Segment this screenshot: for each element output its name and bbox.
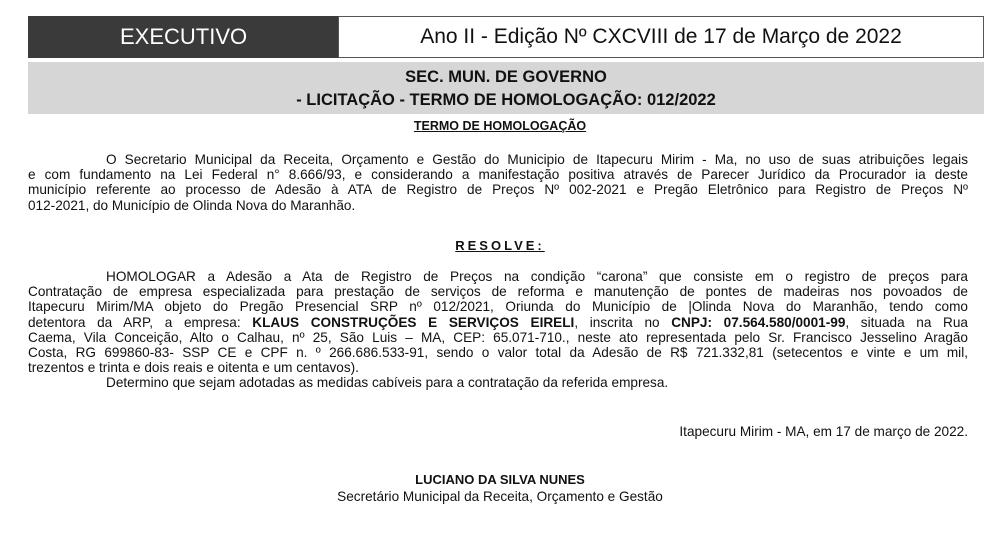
body-text: detentora da ARP, a empresa: <box>28 314 253 330</box>
title-line-1: SEC. MUN. DE GOVERNO <box>405 68 607 86</box>
body-line: Costa, RG 699860-83- SSP CE e CPF n. º 266.686.533-91, sendo o valor total da Adesão de R$ 721.332,81 (setecentos e vinte e um mil, <box>28 345 968 361</box>
body-line <box>28 315 968 330</box>
intro-line: e com fundamento na Lei Federal n° 8.666/93, e considerando a manifestação positiva através de Parecer Jurídico da Procurador ia deste <box>28 167 968 183</box>
date-line: Itapecuru Mirim - MA, em 17 de março de 2022. <box>679 424 968 439</box>
signatory-role: Secretário Municipal da Receita, Orçamento e Gestão <box>337 489 663 504</box>
intro-line: 012-2021, do Município de Olinda Nova do Maranhão. <box>28 197 356 213</box>
body-line: Itapecuru Mirim/MA objeto do Pregão Presencial SRP nº 012/2021, Oriunda do Município de |Olinda Nova do Maranhão, tendo como <box>28 299 968 315</box>
signatory-name: LUCIANO DA SILVA NUNES <box>415 472 585 487</box>
body-text: , inscrita no <box>574 314 672 330</box>
section-label: EXECUTIVO <box>28 16 338 58</box>
title-box <box>28 62 984 114</box>
intro-paragraph <box>28 152 968 213</box>
cnpj: CNPJ: 07.564.580/0001-99 <box>671 314 846 330</box>
company-name: KLAUS CONSTRUÇÕES E SERVIÇOS EIRELI <box>252 314 575 330</box>
body-line: trezentos e trinta e dois reais e oitenta e um centavos). <box>28 360 359 376</box>
intro-line: O Secretario Municipal da Receita, Orçamento e Gestão do Municipio de Itapecuru Mirim - Ma, no uso de suas atribuições legais <box>106 152 968 167</box>
header <box>0 0 1000 56</box>
resolve-heading: RESOLVE: <box>455 238 545 253</box>
edition-label: Ano II - Edição Nº CXCVIII de 17 de Março de 2022 <box>338 16 984 58</box>
body-text: , situada na Rua <box>845 314 968 330</box>
body-line: Determino que sejam adotadas as medidas cabíveis para a contratação da referida empresa. <box>106 375 669 391</box>
body-paragraph <box>28 269 968 391</box>
intro-line: município referente ao processo de Adesão à ATA de Registro de Preços Nº 002-2021 e Pregão Eletrônico para Registro de Preços Nº <box>28 182 968 198</box>
body-line: Caema, Vila Conceição, Alto o Calhau, nº 25, São Luis – MA, CEP: 65.071-710., neste ato representada pelo Sr. Francisco Jesselino Aragão <box>28 329 968 345</box>
body-line: Contratação de empresa especializada para prestação de serviços de reforma e manutenção de pontes de madeiras nos povoados de <box>28 284 968 300</box>
body-line: HOMOLOGAR a Adesão a Ata de Registro de Preços na condição “carona” que consiste em o registro de preços para <box>106 269 968 284</box>
title-line-2: - LICITAÇÃO - TERMO DE HOMOLOGAÇÃO: 012/2022 <box>296 91 716 109</box>
document-title: TERMO DE HOMOLOGAÇÃO <box>413 119 587 133</box>
